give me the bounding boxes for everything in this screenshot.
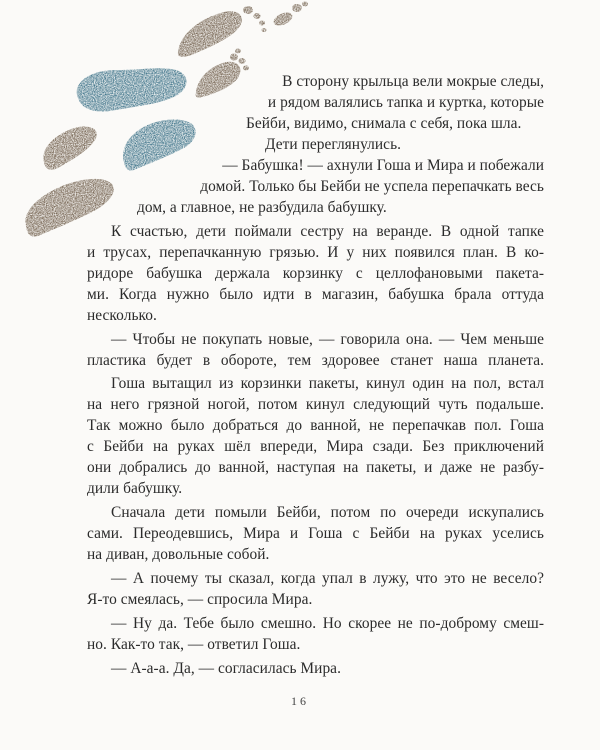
story-line: домой. Только бы Бейби не успела перепачкать весь	[200, 178, 544, 195]
story-line: несколько.	[87, 307, 157, 324]
story-line: Дети переглянулись.	[265, 136, 402, 153]
story-line: Так можно было добраться до ванной, не перепачкав пол. Гоша	[87, 417, 544, 434]
story-line: — Чтобы не покупать новые, — говорила она. — Чем меньше	[111, 331, 544, 348]
story-line: с Бейби на руках шёл впереди, Мира сзади. Без приключений	[87, 438, 544, 455]
footprint-brown-1-icon	[178, 6, 267, 57]
story-line: К счастью, дети поймали сестру на веранде. В одной тапке	[111, 223, 544, 240]
footprint-blue-2-icon	[123, 120, 195, 171]
story-line: на диван, довольные собой.	[87, 546, 270, 563]
footprint-brown-3-icon	[43, 126, 96, 169]
story-line: на него грязной ногой, потом кинул следующий чуть подальше.	[87, 396, 544, 413]
story-line: дили бабушку.	[87, 480, 183, 497]
footprint-small-top-icon	[272, 2, 308, 29]
story-line: Сначала дети помыли Бейби, потом по очереди искупались	[111, 504, 544, 521]
story-line: — А почему ты сказал, когда упал в лужу, что это не весело?	[111, 570, 544, 587]
story-line: — А-а-а. Да, — согласилась Мира.	[111, 660, 341, 677]
story-line: ридоре бабушка держала корзинку с целлофановыми пакета-	[87, 265, 544, 282]
footprint-blue-1-icon	[77, 68, 187, 111]
story-line: пластика будет в обороте, тем здоровее станет наша планета.	[87, 352, 544, 369]
story-line: — Ну да. Тебе было смешно. Но скорее не по-доброму смеш-	[111, 615, 544, 632]
footprint-brown-4-icon	[25, 179, 113, 237]
story-line: Гоша вытащил из корзинки пакеты, кинул один на пол, встал	[111, 375, 544, 392]
page-number: 16	[291, 694, 309, 708]
story-line: но. Как-то так, — ответил Гоша.	[87, 636, 301, 653]
footprint-brown-2-icon	[196, 49, 249, 98]
story-line: Я-то смеялась, — спросила Мира.	[87, 591, 313, 608]
story-line: и рядом валялись тапка и куртка, которые	[267, 94, 544, 111]
story-line: они добрались до ванной, наступая на пакеты, и даже не разбу-	[87, 459, 544, 476]
story-line: и трусах, перепачканную грязью. И у них появился план. В ко-	[87, 244, 544, 261]
story-line: дом, а главное, не разбудила бабушку.	[137, 199, 387, 216]
story-line: сами. Переодевшись, Мира и Гоша с Бейби на руках уселись	[87, 525, 544, 542]
story-line: ми. Когда нужно было идти в магазин, бабушка брала оттуда	[87, 286, 544, 303]
story-line: Бейби, видимо, снимала с себя, пока шла.	[246, 115, 522, 132]
story-line: В сторону крыльца вели мокрые следы,	[282, 73, 544, 90]
story-line: — Бабушка! — ахнули Гоша и Мира и побежали	[222, 157, 544, 174]
